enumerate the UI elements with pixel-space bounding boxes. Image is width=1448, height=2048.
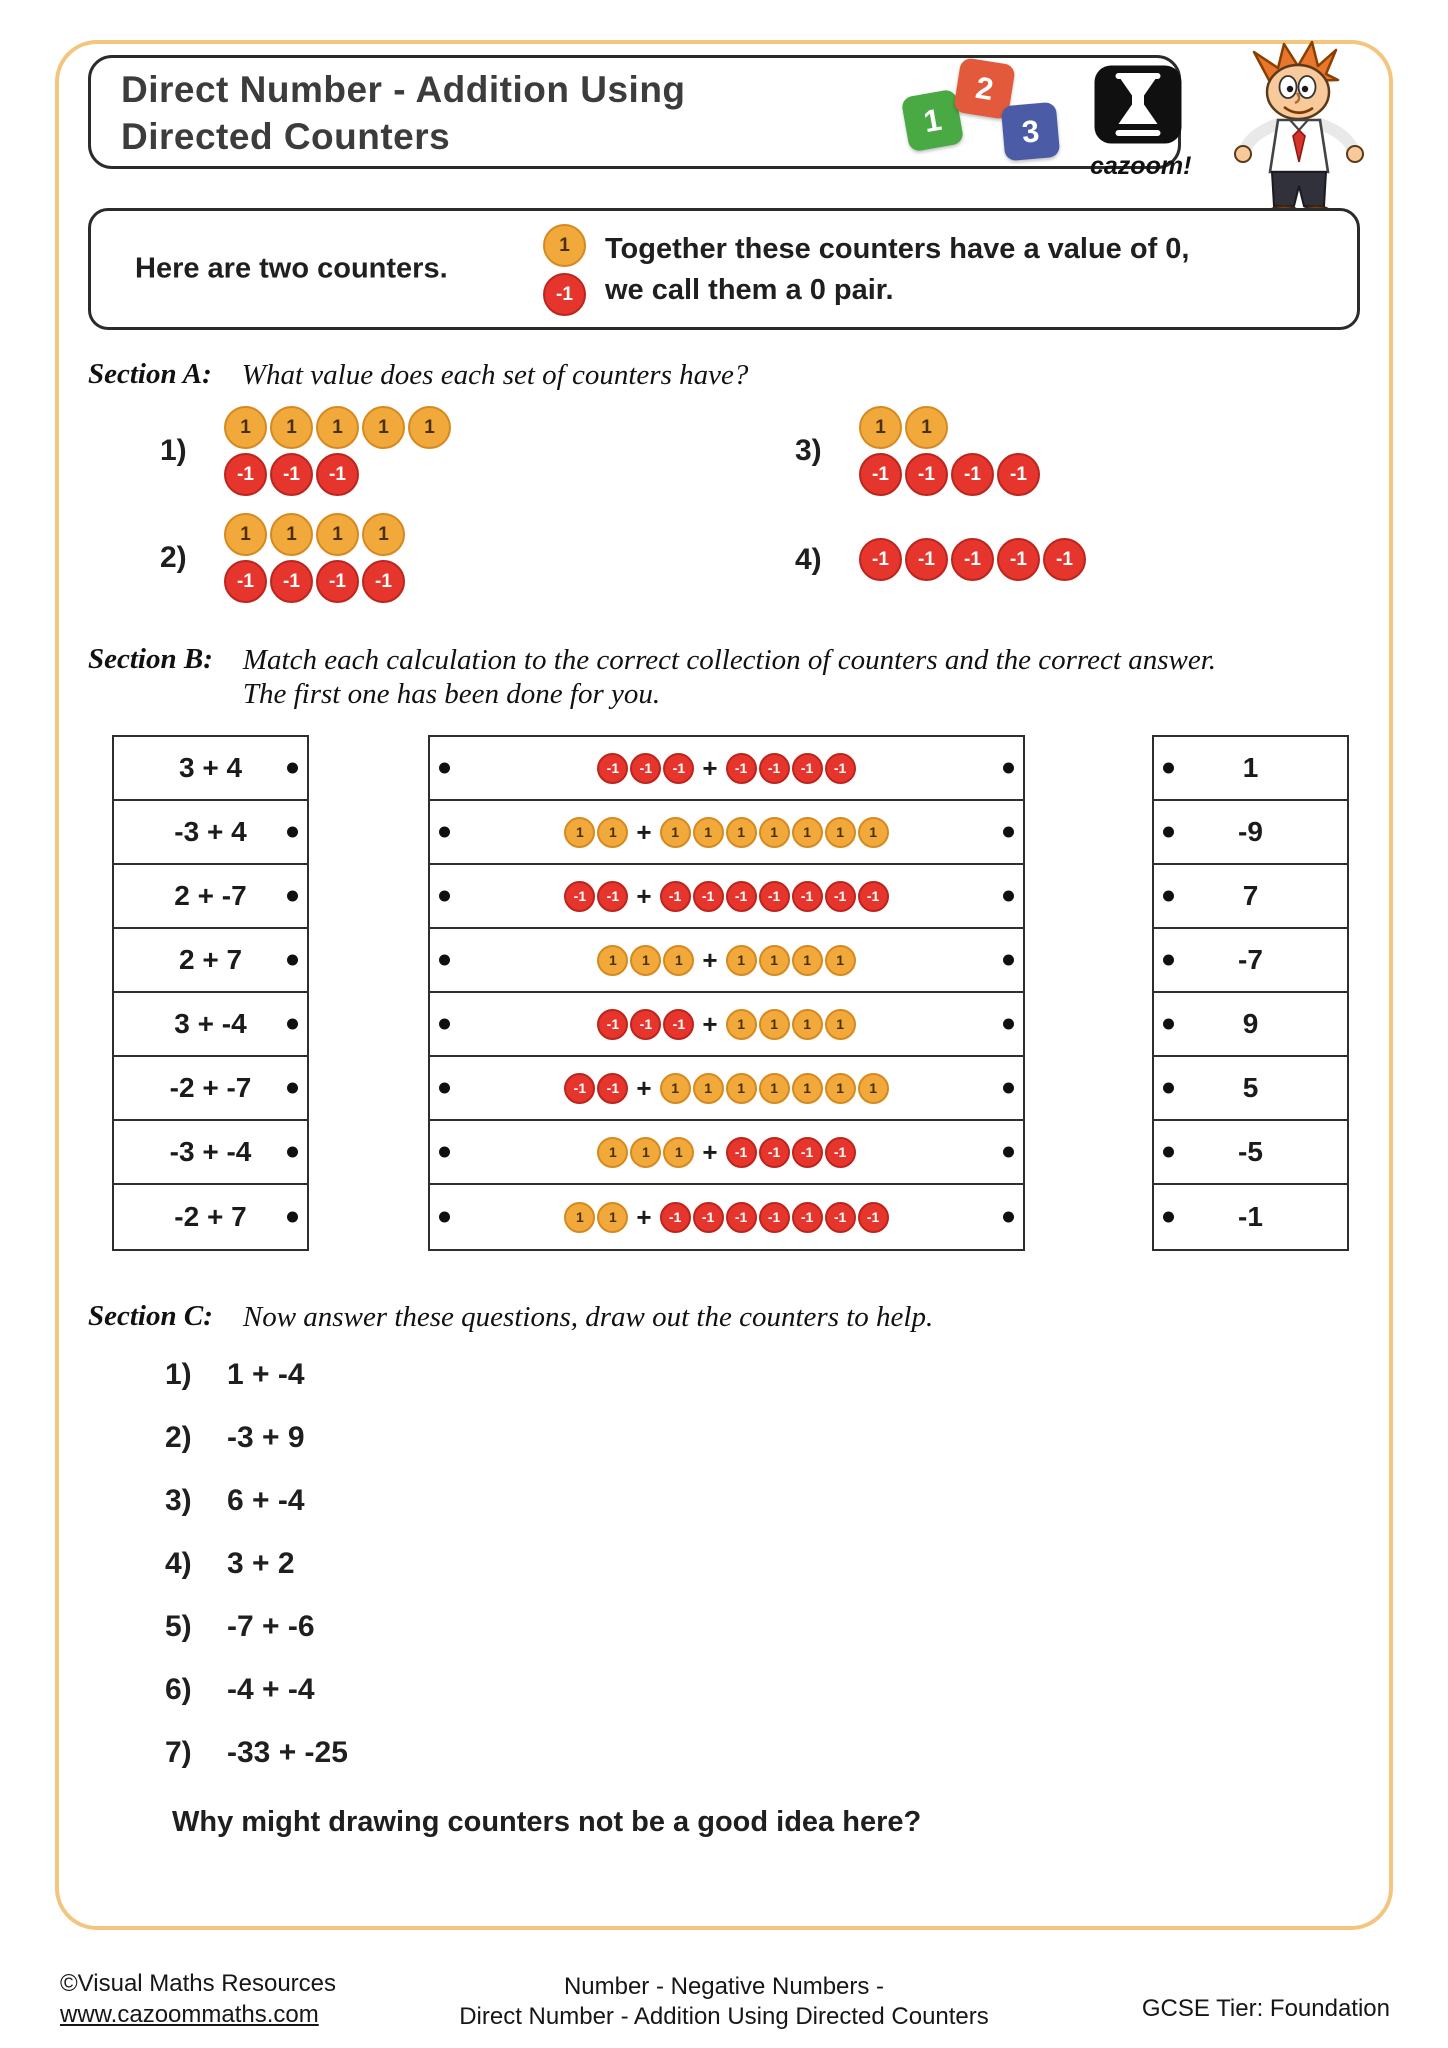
counter-group [597, 753, 694, 784]
match-dot [1163, 1083, 1174, 1094]
counter-group [726, 753, 856, 784]
positive-counter: 1 [726, 945, 757, 976]
question-item [165, 1421, 348, 1484]
answer-label: 1 [1242, 752, 1259, 783]
section-b-heading [88, 643, 1216, 711]
counter-collection [564, 881, 888, 912]
answer-label: -5 [1238, 1136, 1263, 1167]
counter-group [564, 1073, 628, 1104]
negative-counter: -1 [792, 1202, 823, 1233]
counter-group [597, 945, 694, 976]
positive-counter: 1 [859, 406, 902, 449]
negative-counter: -1 [224, 453, 267, 496]
counter-group [597, 1009, 694, 1040]
counter-group [726, 1137, 856, 1168]
positive-counter: 1 [825, 817, 856, 848]
negative-counter: -1 [660, 881, 691, 912]
footer-center-line2: Direct Number - Addition Using Directed Counters [459, 2003, 989, 2030]
section-b-label: Section B: [88, 643, 213, 675]
match-dot [1003, 1019, 1014, 1030]
match-dot [1003, 891, 1014, 902]
counter-collection-row [430, 865, 1023, 929]
counter-group [660, 1202, 889, 1233]
counter-collection [564, 1202, 888, 1233]
negative-counter: -1 [759, 1137, 790, 1168]
section-b-instruction [243, 643, 1216, 711]
match-dot [439, 1019, 450, 1030]
answer-label: -1 [1238, 1201, 1263, 1232]
match-dot [287, 1147, 298, 1158]
negative-counter: -1 [362, 560, 405, 603]
negative-counter: -1 [759, 753, 790, 784]
positive-counter: 1 [663, 1137, 694, 1168]
positive-counter: 1 [905, 406, 948, 449]
positive-counter: 1 [792, 1009, 823, 1040]
intro-right-text [605, 229, 1189, 311]
match-dot [1163, 1212, 1174, 1223]
section-c-label: Section C: [88, 1300, 213, 1332]
counter-collection-row [430, 801, 1023, 865]
negative-counter: -1 [905, 453, 948, 496]
positive-counter: 1 [663, 945, 694, 976]
negative-counter: -1 [858, 1202, 889, 1233]
answer-label: -7 [1238, 944, 1263, 975]
positive-counter: 1 [858, 1073, 889, 1104]
intro-counters [543, 224, 586, 316]
positive-counter: 1 [630, 945, 661, 976]
question-item [165, 1736, 348, 1799]
question-number: 4) [165, 1547, 192, 1580]
counter-collection-row [430, 1121, 1023, 1185]
footer-center-line1: Number - Negative Numbers - [563, 1973, 885, 2000]
negative-counter: -1 [825, 1202, 856, 1233]
problem-counters [224, 513, 405, 603]
question-number: 6) [165, 1673, 192, 1706]
problem-number: 3) [795, 434, 822, 467]
positive-counter: 1 [597, 945, 628, 976]
negative-counter: -1 [859, 538, 902, 581]
question-number: 1) [165, 1358, 192, 1391]
counter-collection [564, 1073, 888, 1104]
counter-collection [597, 753, 855, 784]
problem-number: 1) [160, 434, 187, 467]
counter-collection [564, 817, 888, 848]
match-dot [439, 1212, 450, 1223]
negative-counter: -1 [270, 560, 313, 603]
counter-group [597, 1137, 694, 1168]
positive-counter: 1 [759, 945, 790, 976]
calculation-label: 3 + 4 [178, 752, 243, 783]
negative-counter: -1 [630, 1009, 661, 1040]
positive-counter: 1 [543, 224, 586, 267]
negative-counter: -1 [726, 1202, 757, 1233]
match-dot [287, 1019, 298, 1030]
positive-counter: 1 [726, 817, 757, 848]
negative-counter: -1 [825, 1137, 856, 1168]
section-a-problem-4 [795, 538, 1086, 581]
match-dot [287, 1212, 298, 1223]
problem-number: 2) [160, 541, 187, 574]
answer-row [1154, 865, 1347, 929]
counter-collection-row [430, 993, 1023, 1057]
question-expression: 3 + 2 [227, 1547, 295, 1580]
counter-collection-row [430, 1057, 1023, 1121]
section-c-instruction: Now answer these questions, draw out the counters to help. [242, 1301, 934, 1333]
answer-row [1154, 1057, 1347, 1121]
answer-row [1154, 801, 1347, 865]
calculation-row [114, 1121, 307, 1185]
plus-sign: + [702, 752, 718, 783]
page-title-line1: Direct Number - Addition Using [121, 69, 686, 110]
question-expression: -4 + -4 [227, 1673, 315, 1706]
calculation-label: -2 + 7 [174, 1201, 247, 1232]
counter-group [726, 945, 856, 976]
counter-group [564, 881, 628, 912]
counter-row [859, 453, 1040, 496]
cazoom-logo [1090, 64, 1192, 181]
negative-counter: -1 [825, 753, 856, 784]
match-dot [1003, 1147, 1014, 1158]
positive-counter: 1 [759, 817, 790, 848]
counter-row [224, 453, 451, 496]
negative-counter: -1 [564, 1073, 595, 1104]
negative-counter: -1 [543, 273, 586, 316]
negative-counter: -1 [564, 881, 595, 912]
counter-collection-row [430, 1185, 1023, 1249]
counter-collection [597, 1009, 855, 1040]
match-dot [1003, 955, 1014, 966]
question-item [165, 1673, 348, 1736]
positive-counter: 1 [316, 513, 359, 556]
match-dot [1003, 1212, 1014, 1223]
positive-counter: 1 [825, 1073, 856, 1104]
positive-counter: 1 [726, 1073, 757, 1104]
calculation-label: 3 + -4 [174, 1008, 247, 1039]
match-dot [1163, 955, 1174, 966]
match-dot [1163, 1147, 1174, 1158]
intro-right-line1: Together these counters have a value of 0, [605, 233, 1190, 265]
footer-url-link[interactable]: www.cazoommaths.com [60, 2001, 319, 2028]
negative-counter: -1 [660, 1202, 691, 1233]
mascot-illustration [1220, 40, 1384, 232]
answer-row [1154, 1121, 1347, 1185]
intro-left-text: Here are two counters. [135, 252, 448, 285]
counter-group [564, 817, 628, 848]
counter-collection [597, 1137, 855, 1168]
match-dot [439, 1147, 450, 1158]
match-dot [287, 891, 298, 902]
positive-counter: 1 [630, 1137, 661, 1168]
positive-counter: 1 [792, 1073, 823, 1104]
counter-group [660, 881, 889, 912]
section-a-problem-2 [160, 513, 405, 603]
plus-sign: + [702, 944, 718, 975]
negative-counter: -1 [997, 453, 1040, 496]
intro-right-line2: we call them a 0 pair. [605, 274, 894, 306]
positive-counter: 1 [759, 1009, 790, 1040]
intro-box [88, 208, 1360, 330]
match-dot [1163, 827, 1174, 838]
positive-counter: 1 [564, 1202, 595, 1233]
negative-counter: -1 [224, 560, 267, 603]
calculation-row [114, 993, 307, 1057]
calculation-row [114, 1185, 307, 1249]
negative-counter: -1 [663, 753, 694, 784]
section-a-heading [88, 358, 748, 392]
positive-counter: 1 [270, 406, 313, 449]
positive-counter: 1 [660, 1073, 691, 1104]
match-dot [439, 1083, 450, 1094]
section-a-label: Section A: [88, 358, 212, 390]
match-dot [1163, 891, 1174, 902]
plus-sign: + [636, 816, 652, 847]
section-a-problem-1 [160, 406, 451, 496]
calculation-row [114, 865, 307, 929]
section-a-instruction: What value does each set of counters have? [241, 359, 749, 391]
positive-counter: 1 [693, 817, 724, 848]
negative-counter: -1 [997, 538, 1040, 581]
question-number: 3) [165, 1484, 192, 1517]
match-dot [1163, 1019, 1174, 1030]
positive-counter: 1 [564, 817, 595, 848]
question-expression: 6 + -4 [227, 1484, 305, 1517]
section-c-questions [165, 1358, 348, 1799]
negative-counter: -1 [693, 1202, 724, 1233]
section-b-instruction-line2: The first one has been done for you. [242, 678, 661, 710]
calculation-label: -3 + -4 [169, 1136, 252, 1167]
negative-counter: -1 [270, 453, 313, 496]
negative-counter: -1 [792, 1137, 823, 1168]
section-c-heading [88, 1300, 933, 1334]
plus-sign: + [636, 880, 652, 911]
match-dot [287, 763, 298, 774]
logo-block-1: 1 [901, 89, 965, 153]
question-expression: -3 + 9 [227, 1421, 305, 1454]
negative-counter: -1 [597, 1009, 628, 1040]
negative-counter: -1 [858, 881, 889, 912]
logo-block-3: 3 [1001, 102, 1061, 162]
positive-counter: 1 [597, 1137, 628, 1168]
positive-counter: 1 [759, 1073, 790, 1104]
cazoom-brand-text: cazoom! [1090, 152, 1192, 180]
counter-group [660, 817, 889, 848]
calculation-label: -2 + -7 [169, 1072, 252, 1103]
counter-group [660, 1073, 889, 1104]
match-dot [287, 827, 298, 838]
negative-counter: -1 [759, 1202, 790, 1233]
positive-counter: 1 [597, 1202, 628, 1233]
logo-block-2: 2 [953, 57, 1016, 120]
answer-label: 9 [1242, 1008, 1259, 1039]
answer-label: 7 [1242, 880, 1259, 911]
question-item [165, 1547, 348, 1610]
question-expression: -7 + -6 [227, 1610, 315, 1643]
counter-group [564, 1202, 628, 1233]
calculation-row [114, 1057, 307, 1121]
answer-row [1154, 737, 1347, 801]
positive-counter: 1 [693, 1073, 724, 1104]
match-dot [287, 1083, 298, 1094]
positive-counter: 1 [316, 406, 359, 449]
match-dot [1003, 1083, 1014, 1094]
positive-counter: 1 [726, 1009, 757, 1040]
negative-counter: -1 [597, 1073, 628, 1104]
match-dot [439, 827, 450, 838]
answer-row [1154, 993, 1347, 1057]
match-dot [1003, 763, 1014, 774]
cazoom-hourglass-icon [1093, 64, 1183, 145]
question-number: 5) [165, 1610, 192, 1643]
counter-group [726, 1009, 856, 1040]
positive-counter: 1 [825, 945, 856, 976]
positive-counter: 1 [825, 1009, 856, 1040]
question-item [165, 1610, 348, 1673]
positive-counter: 1 [224, 406, 267, 449]
question-expression: -33 + -25 [227, 1736, 348, 1769]
negative-counter: -1 [951, 538, 994, 581]
question-number: 7) [165, 1736, 192, 1769]
negative-counter: -1 [726, 1137, 757, 1168]
problem-counters [859, 538, 1086, 581]
negative-counter: -1 [597, 753, 628, 784]
positive-counter: 1 [408, 406, 451, 449]
negative-counter: -1 [825, 881, 856, 912]
counter-collection-row [430, 737, 1023, 801]
negative-counter: -1 [316, 453, 359, 496]
footer-tier-label: GCSE Tier: Foundation [1141, 1995, 1390, 2022]
negative-counter: -1 [792, 753, 823, 784]
negative-counter: -1 [726, 881, 757, 912]
positive-counter: 1 [362, 513, 405, 556]
counter-row [224, 513, 405, 556]
counter-row [859, 406, 1040, 449]
negative-counter: -1 [663, 1009, 694, 1040]
counter-row [859, 538, 1086, 581]
question-item [165, 1484, 348, 1547]
plus-sign: + [636, 1201, 652, 1232]
answer-label: 5 [1242, 1072, 1259, 1103]
match-dot [1163, 763, 1174, 774]
match-dot [439, 763, 450, 774]
section-c-followup: Why might drawing counters not be a good idea here? [172, 1806, 922, 1838]
calculation-row [114, 737, 307, 801]
mascot-character [1220, 40, 1384, 232]
section-b-answer-column [1152, 735, 1349, 1251]
section-b-calculation-column [112, 735, 309, 1251]
match-dot [439, 955, 450, 966]
counter-row [224, 406, 451, 449]
positive-counter: 1 [660, 817, 691, 848]
negative-counter: -1 [726, 753, 757, 784]
calculation-label: 2 + -7 [174, 880, 247, 911]
plus-sign: + [702, 1008, 718, 1039]
answer-row [1154, 929, 1347, 993]
answer-label: -9 [1238, 816, 1263, 847]
plus-sign: + [636, 1072, 652, 1103]
negative-counter: -1 [792, 881, 823, 912]
negative-counter: -1 [597, 881, 628, 912]
negative-counter: -1 [693, 881, 724, 912]
problem-number: 4) [795, 542, 822, 576]
problem-counters [224, 406, 451, 496]
positive-counter: 1 [792, 945, 823, 976]
section-b-counter-column [428, 735, 1025, 1251]
negative-counter: -1 [1043, 538, 1086, 581]
calculation-row [114, 929, 307, 993]
plus-sign: + [702, 1136, 718, 1167]
positive-counter: 1 [224, 513, 267, 556]
page-title-line2: Directed Counters [121, 116, 451, 157]
match-dot [1003, 827, 1014, 838]
counter-collection [597, 945, 855, 976]
negative-counter: -1 [951, 453, 994, 496]
counter-collection-row [430, 929, 1023, 993]
positive-counter: 1 [362, 406, 405, 449]
negative-counter: -1 [630, 753, 661, 784]
negative-counter: -1 [859, 453, 902, 496]
page-title [121, 66, 686, 160]
counter-row [224, 560, 405, 603]
footer-copyright: ©Visual Maths Resources [60, 1970, 337, 1997]
calculation-label: 2 + 7 [178, 944, 243, 975]
positive-counter: 1 [858, 817, 889, 848]
negative-counter: -1 [759, 881, 790, 912]
question-item [165, 1358, 348, 1421]
positive-counter: 1 [270, 513, 313, 556]
positive-counter: 1 [792, 817, 823, 848]
section-a-problem-3 [795, 406, 1040, 496]
answer-row [1154, 1185, 1347, 1249]
problem-counters [859, 406, 1040, 496]
calculation-row [114, 801, 307, 865]
calculation-label: -3 + 4 [174, 816, 247, 847]
negative-counter: -1 [905, 538, 948, 581]
question-number: 2) [165, 1421, 192, 1454]
positive-counter: 1 [597, 817, 628, 848]
match-dot [287, 955, 298, 966]
match-dot [439, 891, 450, 902]
question-expression: 1 + -4 [227, 1358, 305, 1391]
negative-counter: -1 [316, 560, 359, 603]
section-b-instruction-line1: Match each calculation to the correct collection of counters and the correct answer. [242, 644, 1217, 676]
